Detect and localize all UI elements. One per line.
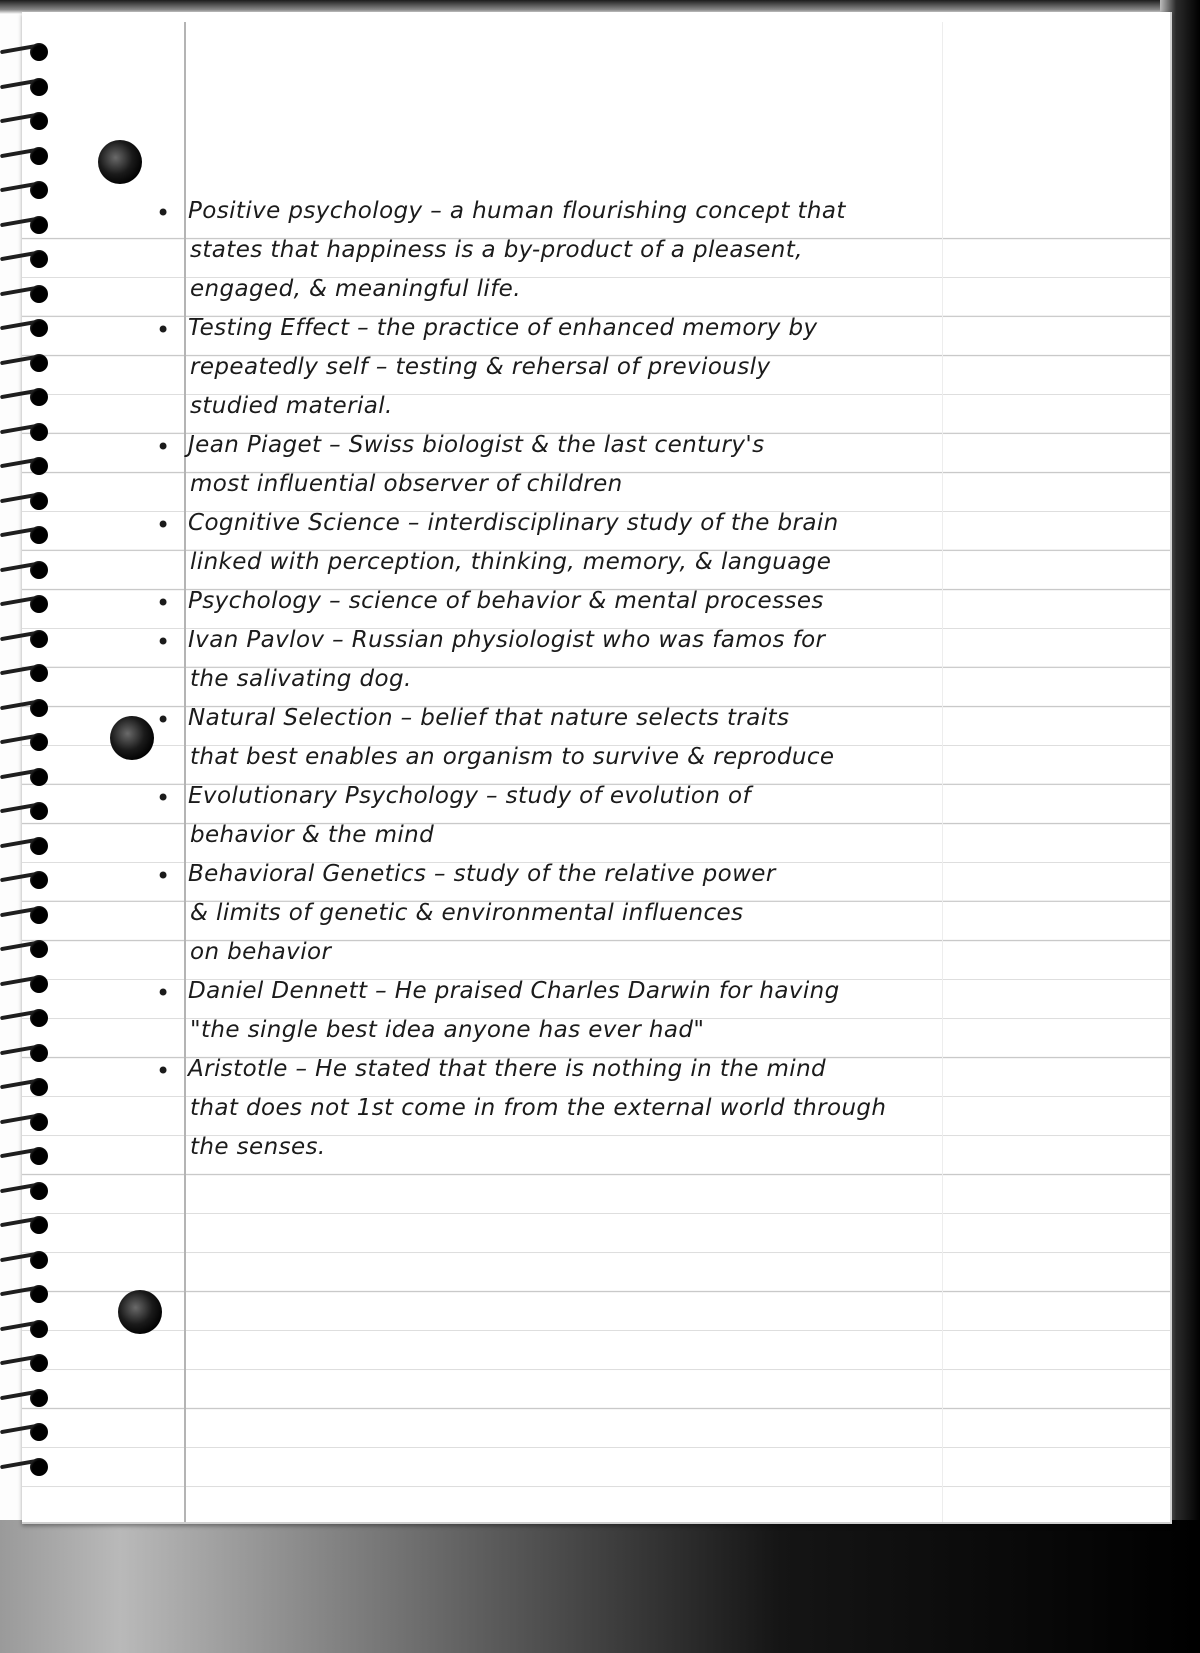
- spiral-ring-icon: [0, 1006, 58, 1028]
- spiral-ring-icon: [0, 420, 58, 442]
- spiral-ring-icon: [0, 489, 58, 511]
- bullet-icon: •: [156, 628, 171, 656]
- spiral-hole: [30, 1078, 48, 1096]
- spiral-ring-icon: [0, 972, 58, 994]
- spiral-ring-icon: [0, 592, 58, 614]
- spiral-ring-icon: [0, 1075, 58, 1097]
- spiral-ring-icon: [0, 523, 58, 545]
- note-line: engaged, & meaningful life.: [190, 276, 521, 302]
- spiral-hole: [30, 1009, 48, 1027]
- bullet-icon: •: [156, 979, 171, 1007]
- spiral-hole: [30, 112, 48, 130]
- spiral-hole: [30, 595, 48, 613]
- note-line: most influential observer of children: [190, 471, 623, 497]
- note-line: Behavioral Genetics – study of the relative power: [188, 861, 776, 887]
- note-line: the senses.: [190, 1134, 326, 1160]
- note-line: the salivating dog.: [190, 666, 412, 692]
- spiral-ring-icon: [0, 1213, 58, 1235]
- spiral-ring-icon: [0, 696, 58, 718]
- spiral-hole: [30, 285, 48, 303]
- spiral-ring-icon: [0, 1041, 58, 1063]
- spiral-hole: [30, 147, 48, 165]
- notes-list: [22, 12, 1170, 1522]
- spiral-ring-icon: [0, 1420, 58, 1442]
- spiral-hole: [30, 940, 48, 958]
- bullet-icon: •: [156, 862, 171, 890]
- note-line: Positive psychology – a human flourishing concept that: [188, 198, 846, 224]
- bullet-icon: •: [156, 1057, 171, 1085]
- spiral-ring-icon: [0, 558, 58, 580]
- note-line: Testing Effect – the practice of enhanced memory by: [188, 315, 818, 341]
- spiral-ring-icon: [0, 144, 58, 166]
- spiral-hole: [30, 1285, 48, 1303]
- spiral-hole: [30, 1354, 48, 1372]
- spiral-ring-icon: [0, 1455, 58, 1477]
- spiral-ring-icon: [0, 247, 58, 269]
- spiral-hole: [30, 526, 48, 544]
- spiral-ring-icon: [0, 1144, 58, 1166]
- scan-bottom-shadow: [0, 1520, 1200, 1653]
- notebook-paper: [22, 12, 1172, 1524]
- bullet-icon: •: [156, 316, 171, 344]
- spiral-ring-icon: [0, 834, 58, 856]
- note-line: linked with perception, thinking, memory, & language: [190, 549, 832, 575]
- spiral-ring-icon: [0, 454, 58, 476]
- spiral-hole: [30, 699, 48, 717]
- spiral-hole: [30, 1320, 48, 1338]
- spiral-hole: [30, 388, 48, 406]
- note-line: studied material.: [190, 393, 393, 419]
- bullet-icon: •: [156, 199, 171, 227]
- spiral-ring-icon: [0, 1317, 58, 1339]
- note-line: states that happiness is a by-product of a pleasent,: [190, 237, 803, 263]
- spiral-ring-icon: [0, 903, 58, 925]
- spiral-ring-icon: [0, 109, 58, 131]
- spiral-hole: [30, 250, 48, 268]
- spiral-ring-icon: [0, 385, 58, 407]
- spiral-hole: [30, 1216, 48, 1234]
- spiral-hole: [30, 1044, 48, 1062]
- spiral-hole: [30, 492, 48, 510]
- spiral-ring-icon: [0, 730, 58, 752]
- spiral-ring-icon: [0, 213, 58, 235]
- spiral-ring-icon: [0, 75, 58, 97]
- bullet-icon: •: [156, 784, 171, 812]
- spiral-hole: [30, 1182, 48, 1200]
- spiral-hole: [30, 664, 48, 682]
- spiral-hole: [30, 733, 48, 751]
- note-line: Jean Piaget – Swiss biologist & the last century's: [188, 432, 765, 458]
- note-line: Natural Selection – belief that nature selects traits: [188, 705, 790, 731]
- spiral-ring-icon: [0, 799, 58, 821]
- spiral-hole: [30, 561, 48, 579]
- spiral-hole: [30, 630, 48, 648]
- spiral-hole: [30, 216, 48, 234]
- spiral-ring-icon: [0, 1179, 58, 1201]
- note-line: Daniel Dennett – He praised Charles Darwin for having: [188, 978, 840, 1004]
- note-line: Aristotle – He stated that there is nothing in the mind: [188, 1056, 827, 1082]
- spiral-ring-icon: [0, 627, 58, 649]
- spiral-ring-icon: [0, 1248, 58, 1270]
- spiral-ring-icon: [0, 937, 58, 959]
- spiral-ring-icon: [0, 40, 58, 62]
- spiral-hole: [30, 1458, 48, 1476]
- spiral-ring-icon: [0, 1386, 58, 1408]
- bullet-icon: •: [156, 511, 171, 539]
- spiral-hole: [30, 319, 48, 337]
- spiral-hole: [30, 975, 48, 993]
- spiral-hole: [30, 181, 48, 199]
- spiral-hole: [30, 354, 48, 372]
- spiral-hole: [30, 906, 48, 924]
- note-line: Ivan Pavlov – Russian physiologist who was famos for: [188, 627, 826, 653]
- spiral-ring-icon: [0, 1110, 58, 1132]
- note-line: Cognitive Science – interdisciplinary study of the brain: [188, 510, 839, 536]
- spiral-ring-icon: [0, 178, 58, 200]
- spiral-ring-icon: [0, 1351, 58, 1373]
- spiral-hole: [30, 802, 48, 820]
- spiral-ring-icon: [0, 765, 58, 787]
- spiral-hole: [30, 1389, 48, 1407]
- spiral-binding-icon: [0, 40, 60, 1520]
- note-line: & limits of genetic & environmental influences: [190, 900, 744, 926]
- spiral-hole: [30, 43, 48, 61]
- spiral-ring-icon: [0, 316, 58, 338]
- spiral-hole: [30, 423, 48, 441]
- spiral-hole: [30, 78, 48, 96]
- spiral-ring-icon: [0, 1282, 58, 1304]
- note-line: that does not 1st come in from the external world through: [190, 1095, 887, 1121]
- note-line: repeatedly self – testing & rehersal of previously: [190, 354, 771, 380]
- spiral-hole: [30, 837, 48, 855]
- spiral-hole: [30, 871, 48, 889]
- spiral-hole: [30, 1113, 48, 1131]
- bullet-icon: •: [156, 706, 171, 734]
- spiral-ring-icon: [0, 351, 58, 373]
- note-line: behavior & the mind: [190, 822, 435, 848]
- bullet-icon: •: [156, 589, 171, 617]
- note-line: Psychology – science of behavior & mental processes: [188, 588, 824, 614]
- spiral-hole: [30, 768, 48, 786]
- spiral-hole: [30, 1147, 48, 1165]
- spiral-hole: [30, 1423, 48, 1441]
- note-line: Evolutionary Psychology – study of evolution of: [188, 783, 751, 809]
- note-line: that best enables an organism to survive & reproduce: [190, 744, 835, 770]
- spiral-hole: [30, 457, 48, 475]
- spiral-hole: [30, 1251, 48, 1269]
- bullet-icon: •: [156, 433, 171, 461]
- note-line: "the single best idea anyone has ever had": [190, 1017, 705, 1043]
- spiral-ring-icon: [0, 661, 58, 683]
- spiral-ring-icon: [0, 868, 58, 890]
- note-line: on behavior: [190, 939, 332, 965]
- spiral-ring-icon: [0, 282, 58, 304]
